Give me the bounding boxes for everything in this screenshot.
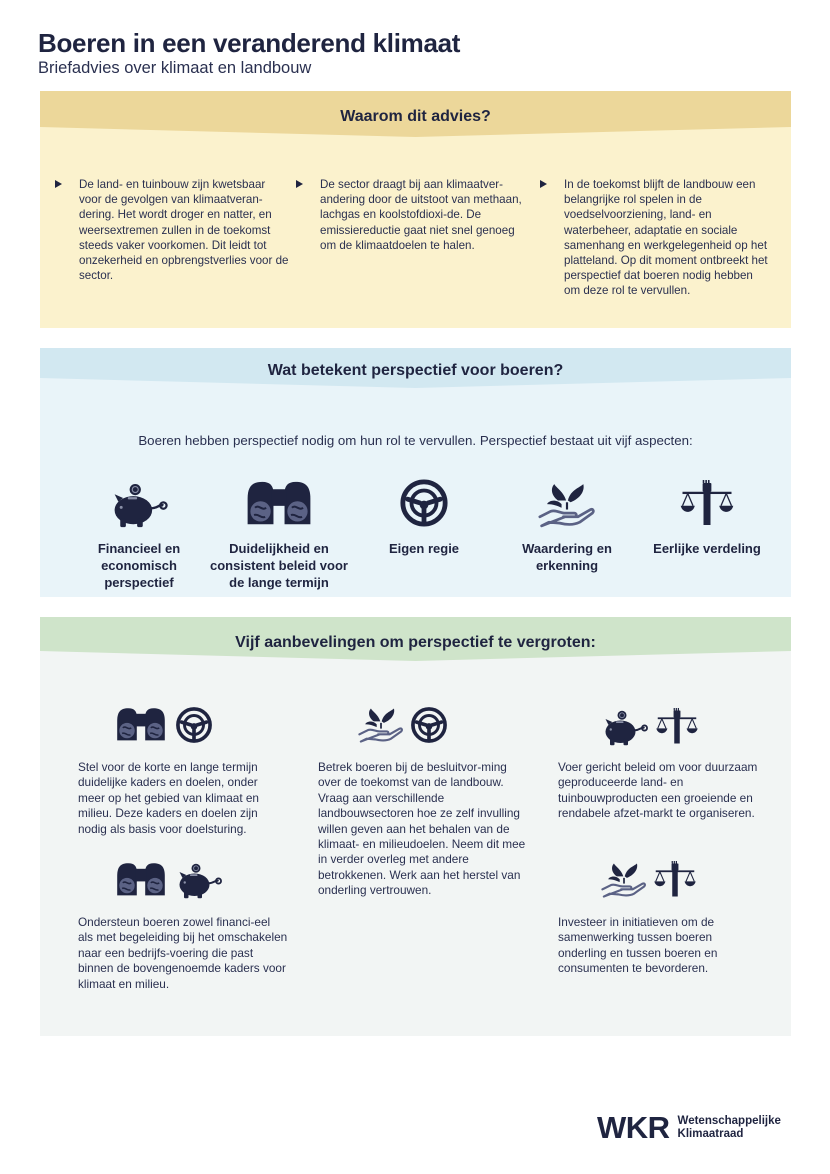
recommendation-icons [113,706,213,744]
binoculars-icon [113,861,169,899]
steering-wheel-icon [175,706,213,744]
section-recommendations [40,617,791,1036]
scales-icon [679,480,735,528]
aspect-clarity [209,468,349,591]
recommendation-text: Betrek boeren bij de besluitvor-ming over de toekomst van de landbouw. Vraag aan verschillende landbouwsectoren hoe ze zelf invulling willen geven aan het behalen van de klimaat- en milieudoelen. Neem dit mee in verder overleg met andere betrokkenen. Werk aan het herstel van onderling vertrouwen. [318,760,526,898]
section-title: Wat betekent perspectief voor boeren? [267,362,564,379]
aspect-appreciation [497,468,637,574]
scales-icon [653,861,697,899]
bullet-triangle-icon [55,180,62,188]
logo-line-2: Klimaatraad [677,1128,744,1140]
section-title: Vijf aanbevelingen om perspectief te vergroten: [235,634,596,651]
piggy-bank-icon [601,710,649,746]
recommendation-text: Ondersteun boeren zowel financi-eel als met begeleiding bij het omschakelen naar een bedrijfs-voering die past binnen de bovengenoemde kaders voor klimaat en milieu. [78,915,288,991]
logo-line-1: Wetenschappelijke [677,1115,781,1127]
recommendation-text: Investeer in initiatieven om de samenwerking tussen boeren onderling en tussen boeren en consumenten te bevorderen. [558,915,718,976]
section-why-advice [40,91,791,328]
recommendation-icons [601,861,697,899]
page-title: Boeren in een veranderend klimaat [38,28,461,58]
bullet-text: De sector draagt bij aan klimaatver-andering door de uitstoot van methaan, lachgas en koolstofdioxi-de. De emissiereductie gaat niet snel genoeg om de klimaatdoelen te halen. [320,178,522,252]
piggy-bank-icon [109,483,169,528]
bullet-item [320,177,533,253]
aspect-label: Eerlijke verdeling [653,541,761,556]
bullet-triangle-icon [296,180,303,188]
piggy-bank-icon [175,863,223,899]
scales-icon [655,708,699,746]
section-intro: Boeren hebben perspectief nodig om hun rol te vervullen. Perspectief bestaat uit vijf aspecten: [138,433,693,448]
recommendation-icons [113,861,223,899]
section-title: Waarom dit advies? [340,108,491,125]
hand-plant-icon [601,861,647,899]
recommendation-icons [358,706,448,744]
steering-wheel-icon [399,478,449,528]
page-subtitle: Briefadvies over klimaat en landbouw [38,59,312,77]
hand-plant-icon [538,482,596,528]
recommendation-text: Stel voor de korte en lange termijn duidelijke kaders en doelen, onder meer op het gebied van klimaat en milieu. Deze kaders en doelen zijn nodig als basis voor doelsturing. [78,760,259,836]
wkr-logo [597,1110,781,1146]
hand-plant-icon [358,706,404,744]
steering-wheel-icon [410,706,448,744]
aspect-label: Duidelijkheid en consistent beleid voor de lange termijn [210,541,348,590]
aspect-label: Eigen regie [388,541,460,556]
bullet-text: In de toekomst blijft de landbouw een belangrijke rol spelen in de voedselvoorziening, land- en waterbeheer, adaptatie en sociale samenhang en werkgelegenheid op het platteland. Op dit moment ontbreekt het perspectief dat boeren nodig hebben om deze rol te vervullen. [564,178,768,298]
binoculars-icon [113,706,169,744]
aspect-label: Financieel en economisch perspectief [97,541,181,590]
logo-text [678,1115,781,1141]
aspect-financial [69,468,209,591]
bullet-text: De land- en tuinbouw zijn kwetsbaar voor de gevolgen van klimaatveran-dering. Het wordt droger en natter, en weersextremen zullen in de toekomst steeds vaker voorkomen. Dit leidt tot onzekerheid en opbrengstverlies voor de sector. [79,178,289,283]
aspect-fair-distribution [637,468,777,557]
section-perspective [40,348,791,597]
aspect-own-control [354,468,494,557]
bullet-triangle-icon [540,180,547,188]
bullet-item [564,177,769,299]
recommendation-icons [601,708,699,746]
binoculars-icon [242,480,316,528]
aspect-label: Waardering en erkenning [522,541,612,573]
logo-mark: WKR [597,1110,670,1145]
bullet-item [79,177,291,283]
recommendation-text: Voer gericht beleid om voor duurzaam geproduceerde land- en tuinbouwproducten een groeiende en rendabele afzet-markt te organiseren. [558,760,758,821]
